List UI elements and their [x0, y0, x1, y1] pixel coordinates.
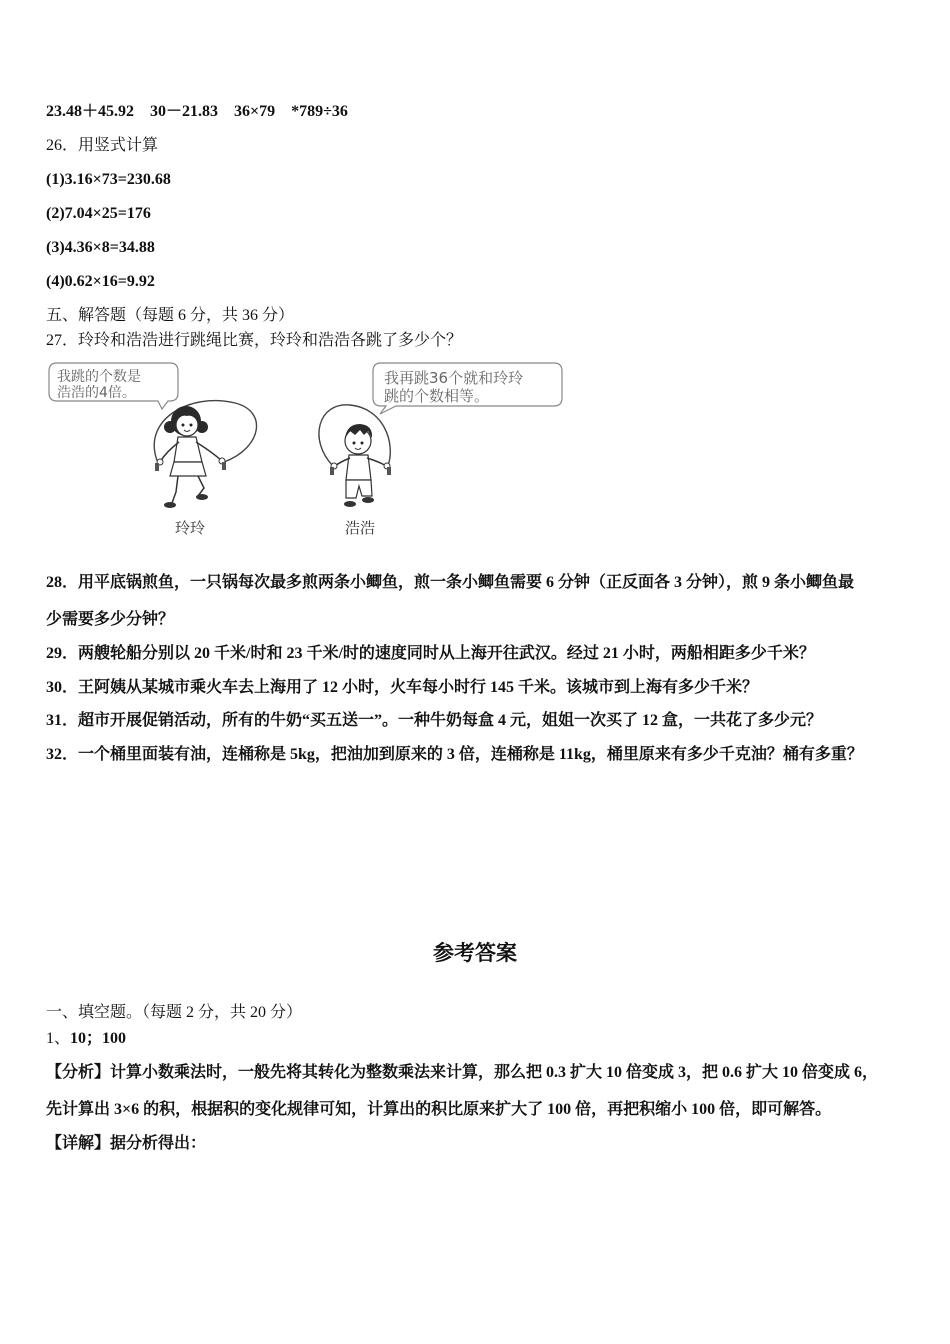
q28-line-1: 28．用平底锅煎鱼，一只锅每次最多煎两条小鲫鱼，煎一条小鲫鱼需要 6 分钟（正反面各 3 分钟），煎 9 条小鲫鱼最: [46, 574, 855, 591]
lingling-rope-handle-left: [155, 463, 159, 471]
lingling-figure: [154, 401, 256, 508]
detail-label: 【详解】: [46, 1135, 111, 1152]
haohao-shoe-left: [344, 501, 356, 507]
q32-text: 32．一个桶里面装有油，连桶称是 5kg，把油加到原来的 3 倍，连桶称是 11kg，桶里原来有多少千克油？桶有多重？: [46, 746, 863, 763]
arithmetic-row: 23.48＋45.92 30－21.83 36×79 *789÷36: [46, 103, 348, 120]
analysis-line-1: [46, 1062, 878, 1084]
lingling-bubble-line-2: 浩浩的4倍。: [57, 385, 136, 401]
detail-line: [46, 1133, 206, 1155]
q28-line-2: 少需要多少分钟？: [46, 611, 175, 628]
lingling-leg-left: [172, 476, 178, 503]
lingling-eye-left: [182, 424, 185, 427]
q27-text: 27．玲玲和浩浩进行跳绳比赛，玲玲和浩浩各跳了多少个？: [46, 332, 463, 349]
lingling-eye-right: [190, 424, 193, 427]
haohao-pants: [346, 480, 372, 498]
answer-1-value: 10；100: [70, 1030, 127, 1047]
q30-text: 30．王阿姨从某城市乘火车去上海用了 12 小时，火车每小时行 145 千米。该城市到上海有多少千米？: [46, 679, 759, 696]
q26-title: 26．用竖式计算: [46, 137, 159, 154]
lingling-skirt: [170, 462, 206, 476]
lingling-bubble-line-1: 我跳的个数是: [57, 369, 141, 385]
lingling-shoe-left: [164, 502, 176, 508]
haohao-label: 浩浩: [345, 521, 376, 537]
q29-text: 29．两艘轮船分别以 20 千米/时和 23 千米/时的速度同时从上海开往武汉。经过 21 小时，两船相距多少千米？: [46, 645, 815, 662]
q26-item-4: (4)0.62×16=9.92: [46, 273, 155, 290]
haohao-arm-right: [367, 458, 386, 466]
analysis-line-2: 先计算出 3×6 的积，根据积的变化规律可知，计算出的积比原来扩大了 100 倍，再把积缩小 100 倍，即可解答。: [46, 1101, 832, 1118]
answer-1-number: 1、: [46, 1030, 71, 1047]
lingling-hair-bun-left: [164, 421, 176, 433]
section5-title: 五、解答题（每题 6 分，共 36 分）: [46, 307, 295, 324]
q26-item-1: (1)3.16×73=230.68: [46, 171, 171, 188]
answers-heading: 参考答案: [433, 941, 517, 965]
haohao-eye-left: [353, 442, 356, 445]
lingling-leg-right: [198, 476, 204, 496]
haohao-bubble-line-2: 跳的个数相等。: [384, 387, 490, 405]
analysis-text-1: 计算小数乘法时，一般先将其转化为整数乘法来计算，那么把 0.3 扩大 10 倍变成 3，把 0.6 扩大 10 倍变成 6，: [110, 1064, 879, 1081]
haohao-rope-handle-left: [330, 467, 334, 475]
answer-1-row: [46, 1028, 126, 1050]
haohao-figure: [319, 405, 391, 507]
lingling-shirt: [174, 437, 202, 462]
lingling-label: 玲玲: [175, 521, 206, 537]
q27-illustration: [0, 350, 600, 550]
q26-item-2: (2)7.04×25=176: [46, 205, 151, 222]
lingling-rope-handle-right: [222, 462, 226, 470]
analysis-label: 【分析】: [46, 1064, 111, 1081]
detail-text: 据分析得出：: [110, 1135, 207, 1152]
haohao-rope-handle-right: [387, 467, 391, 475]
haohao-bubble-line-1: 我再跳36个就和玲玲: [384, 369, 524, 387]
lingling-shoe-right: [196, 494, 208, 500]
q26-item-3: (3)4.36×8=34.88: [46, 239, 155, 256]
answers-section1-title: 一、填空题。（每题 2 分，共 20 分）: [46, 1004, 303, 1021]
haohao-eye-right: [361, 442, 364, 445]
q31-text: 31．超市开展促销活动，所有的牛奶“买五送一”。一种牛奶每盒 4 元，姐姐一次买了 12 盒，一共花了多少元？: [46, 712, 823, 729]
haohao-shoe-right: [362, 497, 374, 503]
